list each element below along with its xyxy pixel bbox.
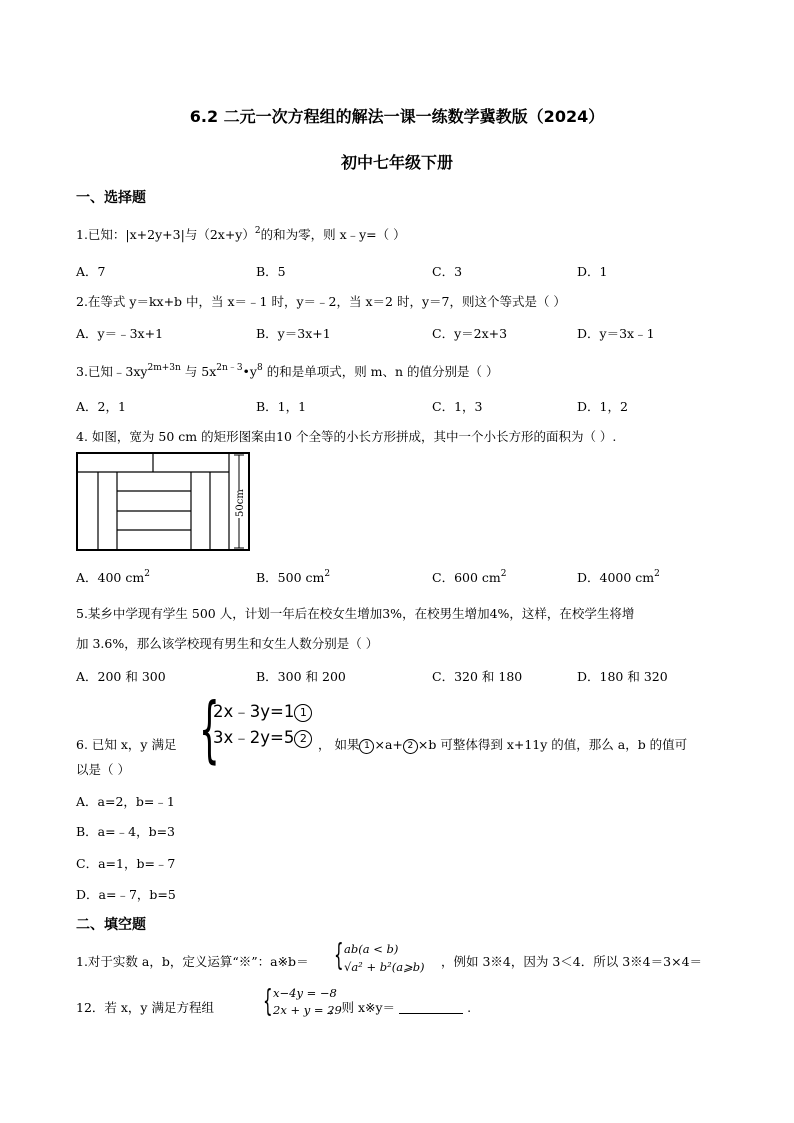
equation-2 [213, 724, 312, 748]
q1-option-d: D．1 [577, 264, 608, 279]
question-2: 2.在等式 y＝kx+b 中，当 x＝﹣1 时，y＝﹣2，当 x＝2 时，y＝7，则这个等式是（ ） [76, 294, 566, 309]
fill-1-text-b: ，例如 3※4，因为 3＜4．所以 3※4＝3×4＝ [441, 954, 703, 969]
system-eq-2: 2x + y = 29 [273, 1003, 342, 1017]
circled-two-icon: 2 [294, 730, 312, 748]
q6-option-a: A．a=2，b=﹣1 [76, 794, 175, 809]
q5-option-b: B．300 和 200 [256, 669, 346, 684]
fill-1-period: . [467, 1000, 472, 1015]
q6-suffix-a: ， 如果 [318, 737, 360, 752]
q3-option-c: C．1，3 [432, 399, 483, 414]
q4-option-c-sup: 2 [500, 569, 507, 579]
equation-system [199, 687, 314, 776]
q4-option-b-text: B．500 cm [256, 570, 325, 585]
figure-width-label: 50cm [235, 489, 246, 517]
circled-one-icon: 1 [294, 704, 312, 722]
q2-option-a: A．y＝﹣3x+1 [76, 326, 164, 341]
q4-option-d-sup: 2 [654, 569, 660, 579]
q4-option-c [432, 568, 507, 586]
q4-option-a [76, 568, 150, 586]
q6-suffix-b: ×a+ [374, 737, 403, 752]
q1-option-a: A．7 [76, 264, 106, 279]
q5-option-c: C．320 和 180 [432, 669, 523, 684]
equation-1-text: 2x﹣3y=1 [213, 702, 295, 721]
answer-blank[interactable] [399, 1001, 463, 1014]
q2-option-b: B．y＝3x+1 [256, 326, 331, 341]
q2-option-d: D．y＝3x﹣1 [577, 326, 655, 341]
page-title: 6.2 二元一次方程组的解法一课一练数学冀教版（2024） [189, 107, 605, 126]
case-1: ab(a < b) [344, 942, 399, 956]
q3-sup-3: 8 [256, 363, 263, 373]
fill-1-text-a: 1.对于实数 a，b，定义运算“※”：a※b＝ [76, 954, 309, 969]
question-6-suffix [318, 735, 687, 754]
q6-suffix-c: ×b 可整体得到 x+11y 的值，那么 a，b 的值可 [417, 737, 688, 752]
q1-option-b: B．5 [256, 264, 286, 279]
question-1 [76, 225, 406, 243]
question-3 [76, 360, 499, 380]
q5-option-d: D．180 和 320 [577, 669, 668, 684]
fill-1-prompt: ，则 x※y＝ [329, 1000, 396, 1015]
q2-option-c: C．y＝2x+3 [432, 326, 508, 341]
q3-text-2: 与 5x [184, 364, 217, 379]
q3-text-1: 3.已知﹣3xy [76, 364, 148, 379]
q4-option-d-text: D．4000 cm [577, 570, 655, 585]
equation-1 [213, 698, 312, 722]
brace-icon: { [199, 687, 220, 771]
page-subtitle: 初中七年级下册 [340, 153, 453, 172]
q4-option-a-text: A．400 cm [76, 570, 145, 585]
rectangle-figure [76, 452, 252, 552]
q5-option-a: A．200 和 300 [76, 669, 166, 684]
equation-2-text: 3x﹣2y=5 [213, 728, 295, 747]
q3-sup-1: 2m+3n [147, 363, 181, 373]
question-6-line-2: 以是（ ） [76, 762, 130, 777]
q1-text-end: 的和为零，则 x﹣y=（ ） [260, 227, 406, 242]
q4-option-b-sup: 2 [324, 569, 331, 579]
section-heading-fill: 二、填空题 [76, 917, 146, 933]
question-6-prefix: 6. 已知 x，y 满足 [76, 737, 177, 752]
q1-text: 1.已知：|x+2y+3|与（2x+y） [76, 227, 255, 242]
question-5-line-1: 5.某乡中学现有学生 500 人，计划一年后在校女生增加3%，在校男生增加4%，这样，在校学生将增 [76, 606, 635, 621]
q3-text-4: 的和是单项式，则 m、n 的值分别是（ ） [266, 364, 499, 379]
brace-icon: { [334, 938, 344, 973]
system-eq-1: x−4y = −8 [273, 986, 337, 1000]
case-2: √a² + b²(a⩾b) [344, 960, 425, 974]
q3-text-3: •y [242, 364, 257, 379]
question-4: 4. 如图，宽为 50 cm 的矩形图案由10 个全等的小长方形拼成，其中一个小长方形的面积为（ ）. [76, 429, 617, 444]
circled-one-icon: 1 [359, 739, 374, 754]
q4-option-b [256, 568, 330, 586]
section-heading-choice: 一、选择题 [76, 190, 146, 206]
brace-icon: { [263, 984, 273, 1019]
circled-two-icon: 2 [403, 739, 418, 754]
q6-option-c: C．a=1，b=﹣7 [76, 856, 176, 871]
q3-option-a: A．2，1 [76, 399, 126, 414]
q6-option-b: B．a=﹣4，b=3 [76, 824, 175, 839]
q3-option-b: B．1，1 [256, 399, 307, 414]
q3-sup-2: 2n﹣3 [216, 363, 243, 373]
fill-1-text-c: 12．若 x，y 满足方程组 [76, 1000, 214, 1015]
question-5-line-2: 加 3.6%，那么该学校现有男生和女生人数分别是（ ） [76, 636, 379, 651]
q6-option-d: D．a=﹣7，b=5 [76, 887, 176, 902]
fill-1-text-d [329, 998, 471, 1016]
q1-sup: 2 [254, 226, 261, 236]
q3-option-d: D．1，2 [577, 399, 628, 414]
q4-option-a-sup: 2 [144, 569, 150, 579]
q4-option-c-text: C．600 cm [432, 570, 501, 585]
q4-option-d [577, 568, 660, 586]
q1-option-c: C．3 [432, 264, 463, 279]
